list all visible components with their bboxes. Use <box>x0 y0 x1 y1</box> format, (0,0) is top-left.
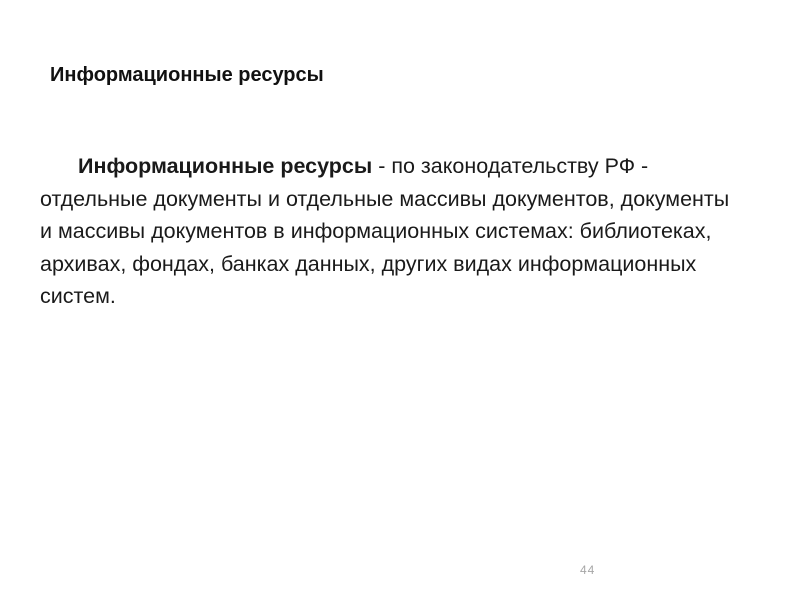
definition-separator: - <box>372 154 392 178</box>
page-number: 44 <box>580 563 596 577</box>
slide-title: Информационные ресурсы <box>50 64 324 86</box>
definition-paragraph <box>40 150 740 313</box>
definition-text: по законодательству РФ - отдельные документы и отдельные массивы документов, документы и массивы документов в информационных системах: библиотеках, архивах, фондах, банках данных, других видах информационных систем. <box>40 154 730 308</box>
definition-term: Информационные ресурсы <box>78 154 373 178</box>
